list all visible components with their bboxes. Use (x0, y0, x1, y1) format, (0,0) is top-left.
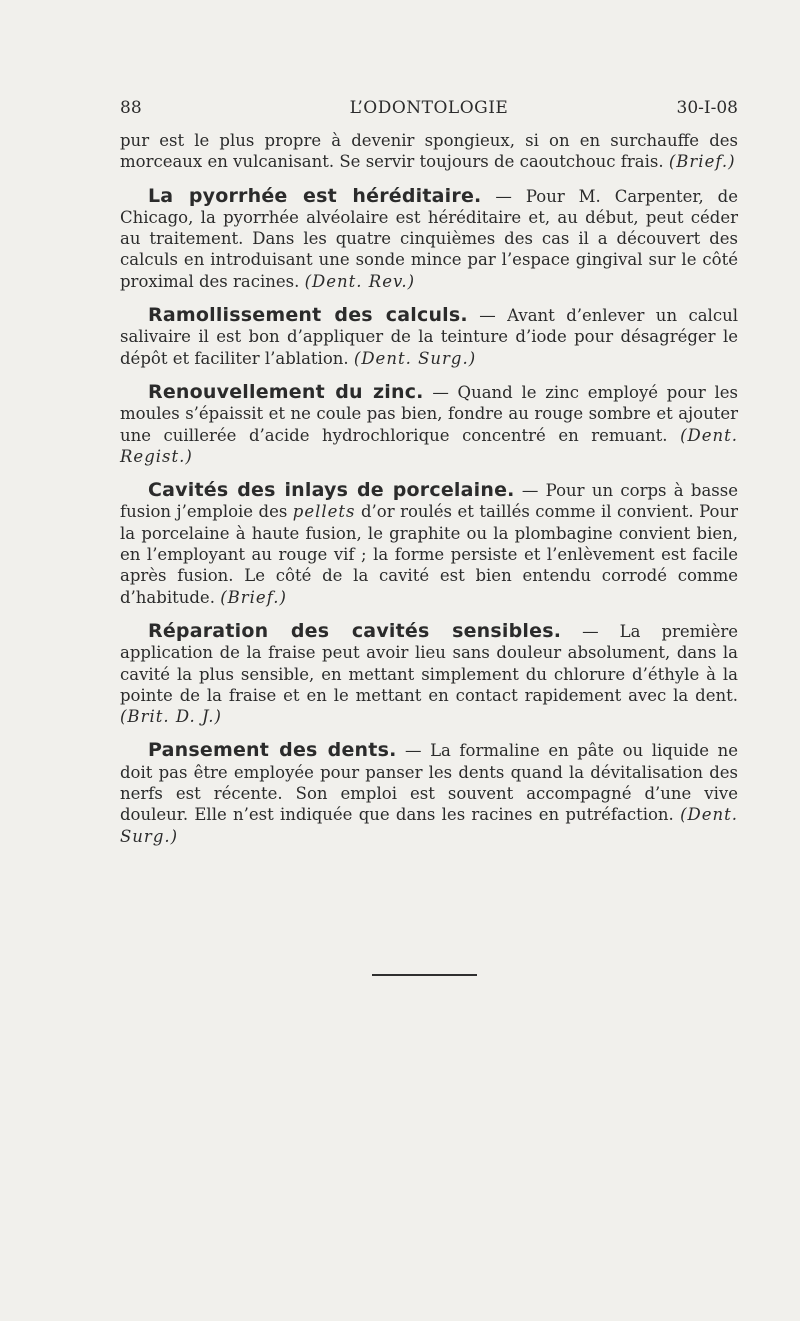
section-text: — Quand le zinc employé pour les moules s’épaissit et ne coule pas bien, fondre au rouge sombre et ajouter une cuillerée d’acide hydrochlorique concentré en remuant. (120, 382, 739, 445)
citation: (Dent. Rev.) (304, 271, 416, 291)
intro-paragraph (120, 130, 738, 173)
citation: (Dent. Regist.) (120, 425, 738, 466)
section-text: — Pour un corps à basse fusion j’emploie des (120, 481, 738, 522)
running-header (120, 98, 738, 124)
section-cavites-inlays (120, 480, 738, 608)
citation: (Dent. Surg.) (353, 348, 477, 368)
section-title: Réparation des cavités sensibles. (148, 619, 562, 642)
section-title: Renouvellement du zinc. (148, 380, 424, 403)
section-text: — Pour M. Carpenter, de Chicago, la pyorrhée alvéolaire est héréditaire et, au début, peut céder au traitement. Dans les quatre cinquièmes des cas il a découvert des calculs en introduisant une sonde mince par l’espace gingival sur le côté proximal des racines. (120, 186, 738, 291)
section-text: — La première application de la fraise peut avoir lieu sans douleur absolument, dans la cavité la plus sensible, en mettant simplement du chlorure d’éthyle à la pointe de la fraise et en le mettant en contact rapidement avec la dent. (120, 621, 739, 705)
citation: (Brit. D. J.) (120, 707, 222, 727)
article-body (120, 130, 738, 847)
section-reparation (120, 621, 738, 727)
section-pyorrhee (120, 186, 738, 292)
section-text: — La formaline en pâte ou liquide ne doit pas être employée pour panser les dents quand la dévitalisation des nerfs est récente. Son emploi est souvent accompagné d’une vive douleur. Elle n’est indiquée que dans les racines en putréfaction. (120, 741, 738, 825)
page-number: 88 (120, 98, 142, 118)
section-text-continued: d’or roulés et taillés comme il convient. Pour la porcelaine à haute fusion, le graphite ou la plombagine convient bien, en l’employant au rouge vif ; la forme persiste et l’enlèvement est facile après fusion. Le côté de la cavité est bien entendu corrodé comme d’habitude. (120, 502, 738, 607)
citation: (Brief.) (220, 587, 287, 607)
section-title: La pyorrhée est héréditaire. (148, 184, 482, 207)
section-pansement (120, 740, 738, 846)
section-title: Cavités des inlays de porcelaine. (148, 479, 515, 502)
section-renouvellement (120, 382, 738, 467)
paragraph-text: pur est le plus propre à devenir spongieux, si on en surchauffe des morceaux en vulcanisant. Se servir toujours de caoutchouc frais. (120, 131, 738, 172)
page (120, 98, 738, 847)
citation: (Dent. Surg.) (120, 805, 738, 846)
citation: (Brief.) (668, 152, 736, 172)
journal-title: L’ODONTOLOGIE (349, 98, 509, 118)
section-text: — Avant d’enlever un calcul salivaire il est bon d’appliquer de la teinture d’iode pour désagréger le dépôt et faciliter l’ablation. (120, 306, 738, 368)
end-rule (372, 974, 477, 976)
emphasis-term: pellets (292, 502, 356, 522)
issue-date: 30-I-08 (676, 98, 738, 118)
section-title: Ramollissement des calculs. (148, 304, 468, 327)
section-title: Pansement des dents. (148, 739, 397, 762)
section-ramollissement (120, 305, 738, 369)
